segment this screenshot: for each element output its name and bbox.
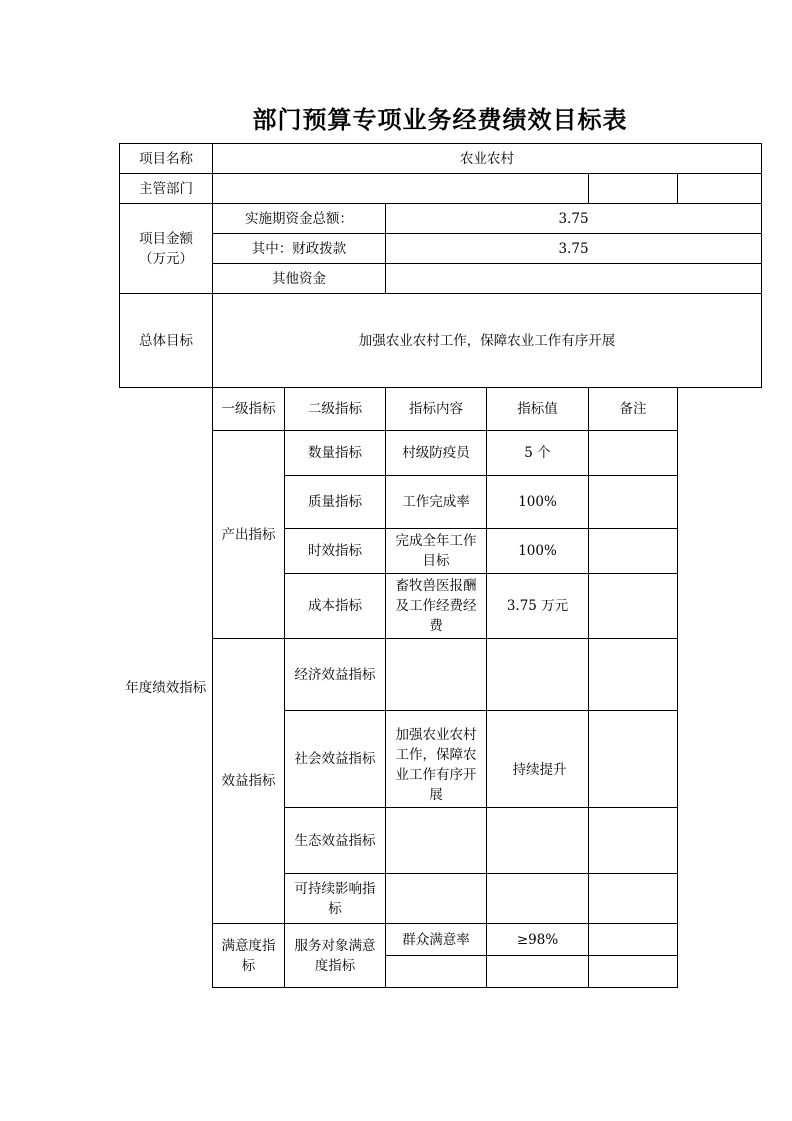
fiscal-funds-value: 3.75 (386, 234, 762, 264)
table-row-remark (589, 529, 678, 574)
table-row-value: 持续提升 (487, 711, 589, 808)
table-row-content (386, 639, 487, 711)
header-level2: 二级指标 (285, 388, 386, 431)
table-row-l2: 生态效益指标 (285, 808, 386, 874)
department-label: 主管部门 (120, 174, 213, 204)
page-title: 部门预算专项业务经费绩效目标表 (252, 106, 628, 134)
project-name-label: 项目名称 (120, 144, 213, 174)
department-cell-3 (678, 174, 762, 204)
table-row-remark (589, 574, 678, 639)
table-row-l2: 质量指标 (285, 476, 386, 529)
table-row-content: 村级防疫员 (386, 431, 487, 476)
satisfaction-l2: 服务对象满意度指标 (285, 924, 386, 988)
satisfaction-indicator-label: 满意度指标 (213, 924, 285, 988)
table-row-l2: 成本指标 (285, 574, 386, 639)
department-value (213, 174, 589, 204)
table-row-value: 3.75 万元 (487, 574, 589, 639)
table-row-remark (589, 431, 678, 476)
overall-goal-value: 加强农业农村工作，保障农业工作有序开展 (213, 294, 762, 388)
table-row-value: ≥98% (487, 924, 589, 956)
overall-goal-label: 总体目标 (120, 294, 213, 388)
other-funds-label: 其他资金 (213, 264, 386, 294)
fiscal-funds-label: 其中：财政拨款 (213, 234, 386, 264)
table-row-value (487, 956, 589, 988)
table-row-remark (589, 924, 678, 956)
output-indicator-label: 产出指标 (213, 431, 285, 639)
table-row-content: 工作完成率 (386, 476, 487, 529)
department-cell-2 (589, 174, 678, 204)
table-row-value: 5 个 (487, 431, 589, 476)
header-level1: 一级指标 (213, 388, 285, 431)
table-row-value (487, 639, 589, 711)
table-row-remark (589, 808, 678, 874)
header-content: 指标内容 (386, 388, 487, 431)
total-funds-value: 3.75 (386, 204, 762, 234)
project-name-value: 农业农村 (213, 144, 762, 174)
table-row-l2: 经济效益指标 (285, 639, 386, 711)
table-row-content: 群众满意率 (386, 924, 487, 956)
table-row-remark (589, 711, 678, 808)
annual-indicator-label: 年度绩效指标 (120, 388, 213, 988)
total-funds-label: 实施期资金总额： (213, 204, 386, 234)
table-row-value (487, 874, 589, 924)
table-row-remark (589, 476, 678, 529)
header-value: 指标值 (487, 388, 589, 431)
table-row-content: 完成全年工作目标 (386, 529, 487, 574)
table-row-remark (589, 956, 678, 988)
table-row-content (386, 874, 487, 924)
table-row-content: 加强农业农村工作，保障农业工作有序开展 (386, 711, 487, 808)
amount-label: 项目金额 （万元） (120, 204, 213, 294)
benefit-indicator-label: 效益指标 (213, 639, 285, 924)
table-row-value: 100% (487, 476, 589, 529)
header-remark: 备注 (589, 388, 678, 431)
table-row-remark (589, 874, 678, 924)
table-row-l2: 时效指标 (285, 529, 386, 574)
other-funds-value (386, 264, 762, 294)
table-row-remark (589, 639, 678, 711)
table-row-content (386, 956, 487, 988)
table-row-content: 畜牧兽医报酬及工作经费经费 (386, 574, 487, 639)
table-row-value: 100% (487, 529, 589, 574)
performance-target-table (119, 143, 762, 988)
table-row-l2: 数量指标 (285, 431, 386, 476)
table-row-l2: 社会效益指标 (285, 711, 386, 808)
table-row-value (487, 808, 589, 874)
table-row-content (386, 808, 487, 874)
table-row-l2: 可持续影响指标 (285, 874, 386, 924)
